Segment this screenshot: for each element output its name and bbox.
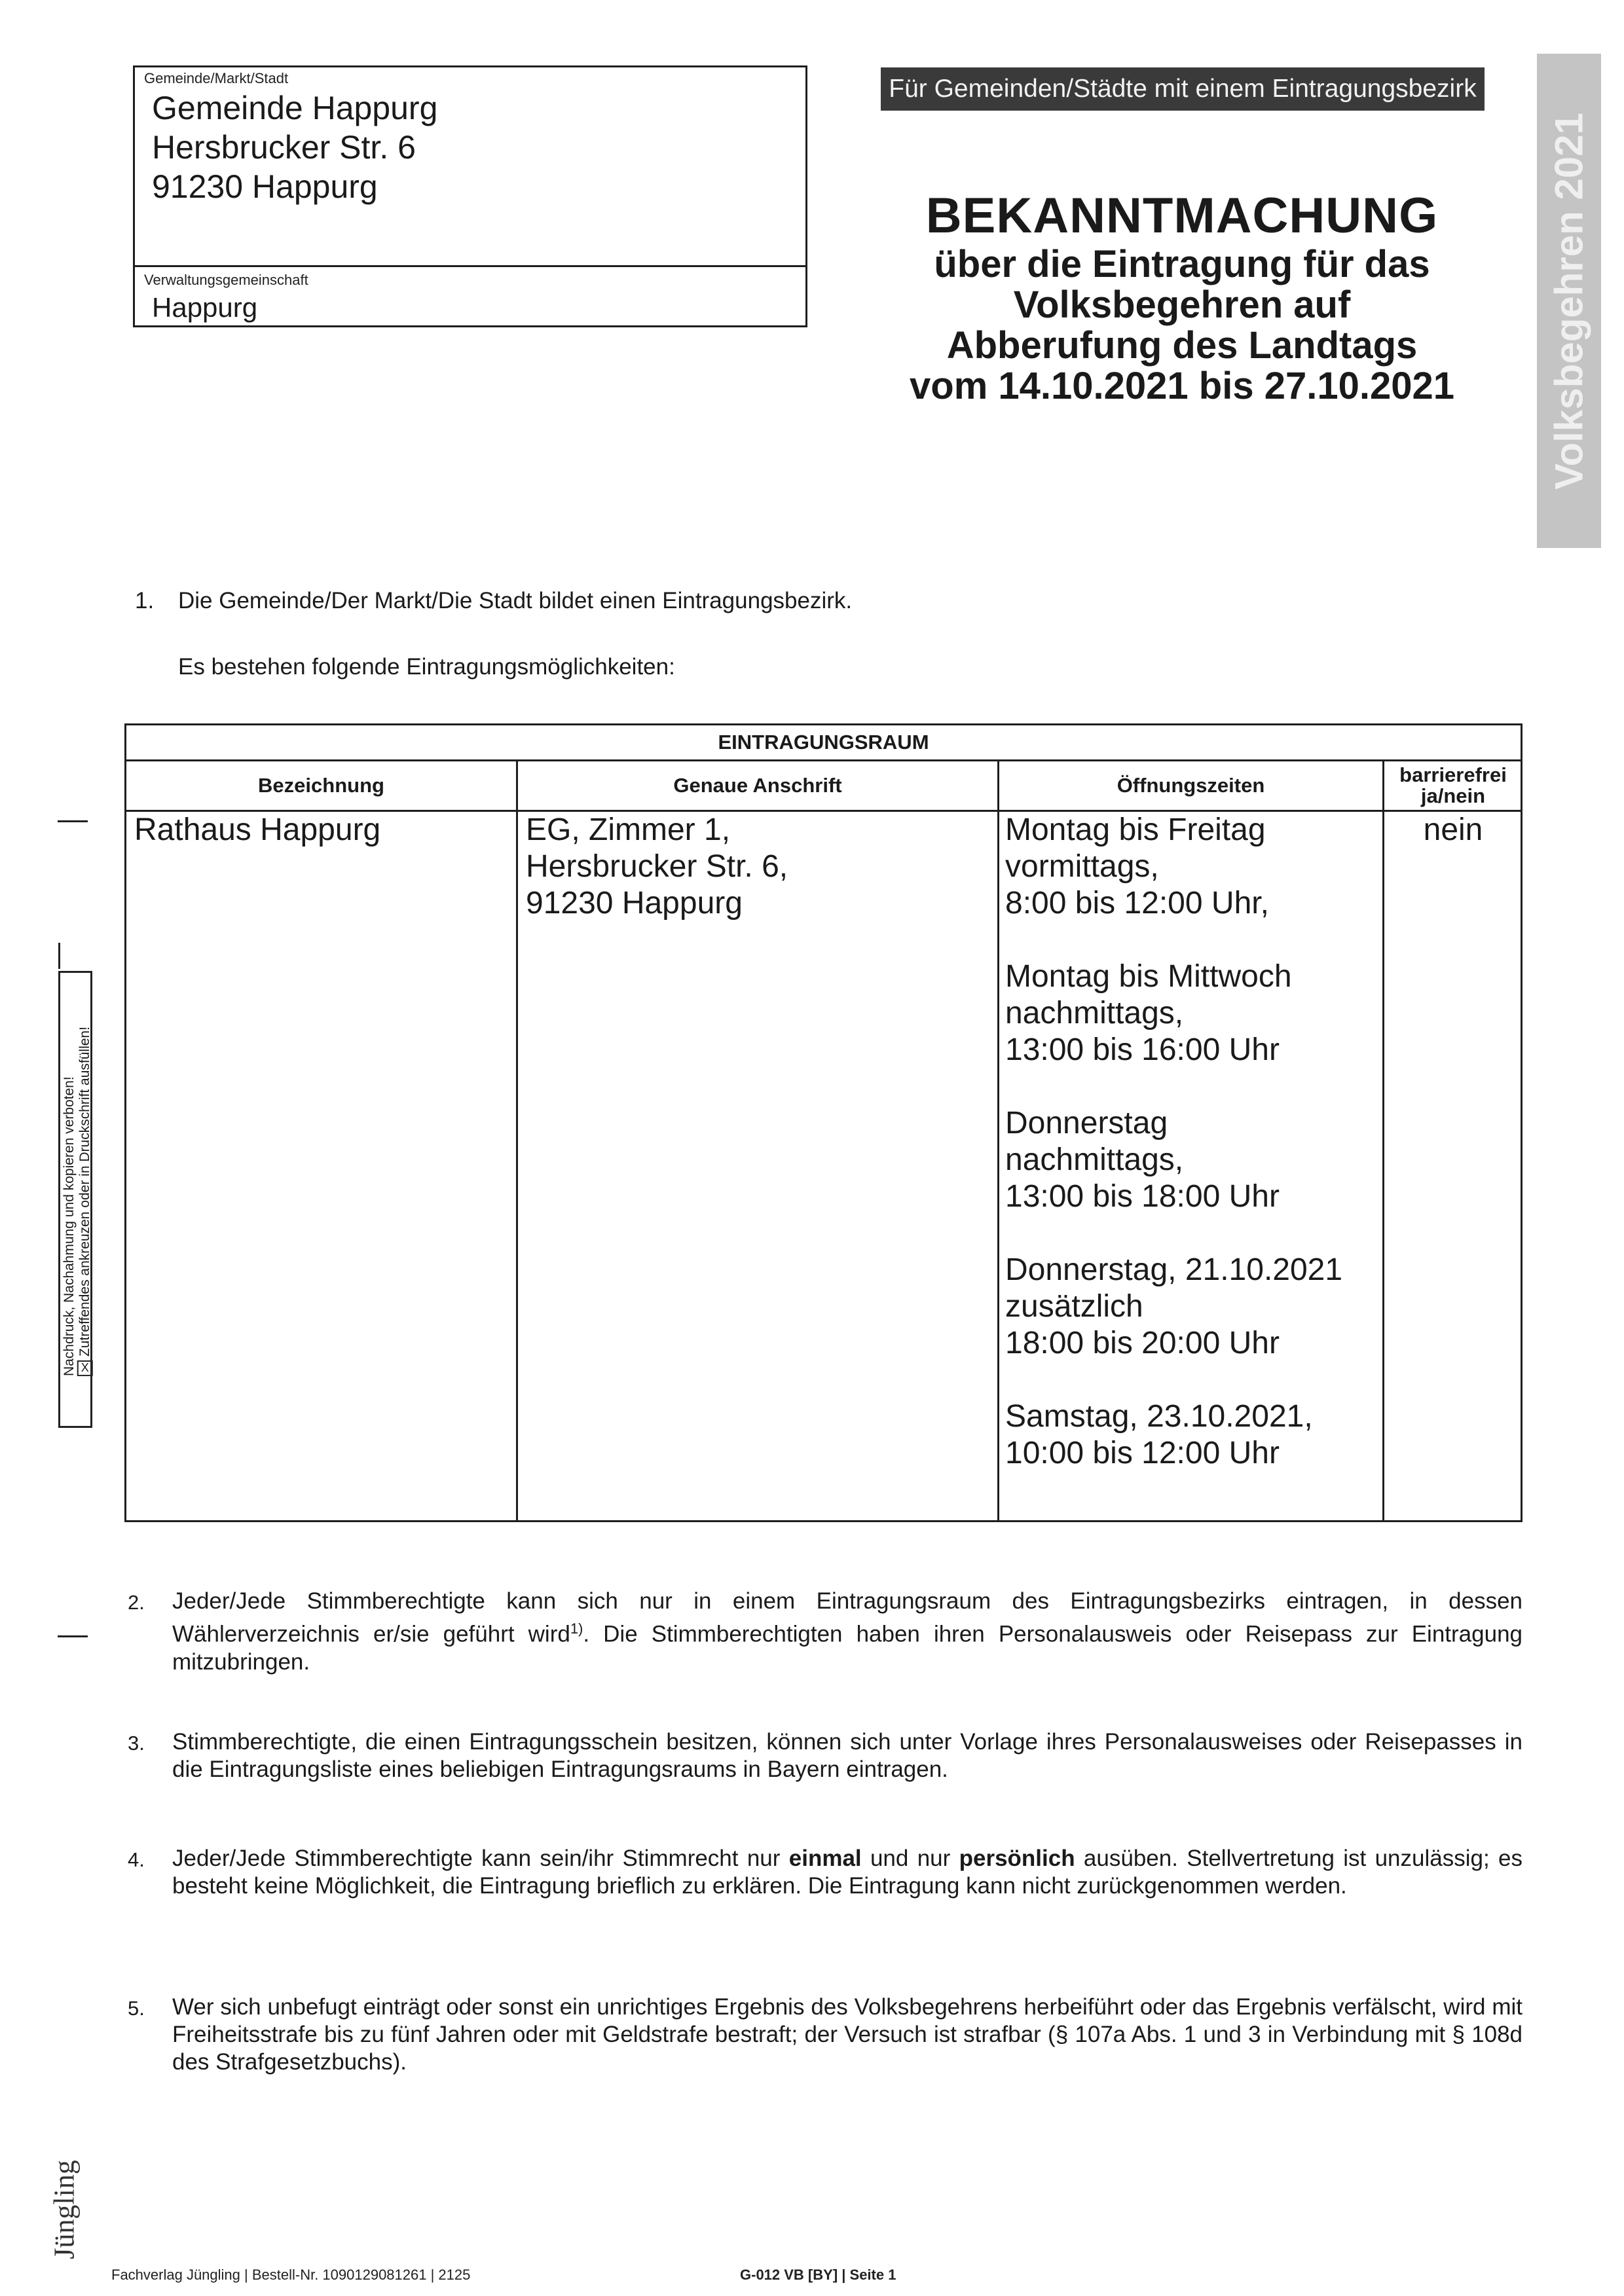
margin-note-line-1: Nachdruck, Nachahmung und kopieren verboten!: [61, 1076, 77, 1376]
paragraph-2-number: 2.: [128, 1591, 145, 1614]
title-line-1: über die Eintragung für das: [934, 243, 1430, 285]
table-column-divider: [997, 759, 999, 1520]
barrier-free-header-line-1: barrierefrei: [1399, 763, 1507, 786]
column-header-barrier-free: [1384, 761, 1522, 810]
paragraph-5-number: 5.: [128, 1997, 145, 2020]
margin-note-box: [58, 971, 92, 1428]
hours-line: Montag bis Mittwoch: [1005, 959, 1292, 994]
room-name: Rathaus Happurg: [134, 812, 381, 847]
fold-mark: [58, 1635, 88, 1637]
footer-publisher: Fachverlag Jüngling | Bestell-Nr. 1090129081261 | 2125: [111, 2267, 471, 2283]
fold-mark: [58, 820, 88, 822]
title-line-4: vom 14.10.2021 bis 27.10.2021: [910, 365, 1454, 407]
table-title: EINTRAGUNGSRAUM: [718, 731, 929, 754]
hours-block: [1005, 1398, 1342, 1472]
column-header-name: Bezeichnung: [258, 774, 384, 797]
emphasis-once: einmal: [788, 1846, 862, 1871]
column-header-address: Genaue Anschrift: [673, 774, 842, 797]
administrative-community-label: Verwaltungsgemeinschaft: [144, 272, 308, 288]
checkbox-checked-icon: X: [77, 1360, 93, 1376]
hours-block: [1005, 1105, 1342, 1215]
municipality-address-section: [135, 67, 805, 267]
hours-line: nachmittags,: [1005, 1142, 1184, 1177]
opening-hours: [1005, 812, 1342, 1508]
side-label-strip: [1537, 54, 1601, 548]
title-line-3: Abberufung des Landtags: [946, 324, 1418, 367]
paragraph-4-text-c: ausüben. Stellvertretung ist unzulässig; es besteht keine Möglichkeit, die Eintragung brieflich zu erklären. Die Eintragung kann nicht zurückgenommen werden.: [172, 1846, 1522, 1899]
paragraph-4: [172, 1845, 1522, 1900]
hours-line: 13:00 bis 16:00 Uhr: [1005, 1032, 1280, 1067]
hours-line: 10:00 bis 12:00 Uhr: [1005, 1436, 1280, 1470]
hours-block: [1005, 958, 1342, 1068]
side-label: Volksbegehren 2021: [1547, 113, 1591, 490]
paragraph-4-text-a: Jeder/Jede Stimmberechtigte kann sein/ihr Stimmrecht nur: [172, 1846, 789, 1871]
hours-line: nachmittags,: [1005, 996, 1184, 1030]
paragraph-2-text-b: . Die Stimmberechtigten haben ihren Personalausweis oder Reisepass zur Eintragung mitzubringen.: [172, 1621, 1522, 1675]
hours-line: Samstag, 23.10.2021,: [1005, 1399, 1313, 1434]
footnote-marker: 1): [570, 1620, 583, 1637]
paragraph-4-text-b: und nur: [861, 1846, 959, 1871]
hours-line: vormittags,: [1005, 849, 1159, 884]
logo-wordmark: Jüngling: [48, 2160, 81, 2259]
section-1-text: Die Gemeinde/Der Markt/Die Stadt bildet einen Eintragungsbezirk.: [178, 588, 853, 613]
hours-block: [1005, 1252, 1342, 1362]
table-column-divider: [516, 759, 518, 1520]
scope-banner: Für Gemeinden/Städte mit einem Eintragungsbezirk: [881, 67, 1485, 111]
title-line-2: Volksbegehren auf: [1013, 283, 1351, 326]
paragraph-5: Wer sich unbefugt einträgt oder sonst ein unrichtiges Ergebnis des Volksbegehrens herbeiführt oder das Ergebnis verfälscht, wird mit Freiheitsstrafe bis zu fünf Jahren oder mit Geldstrafe bestraft; der Versuch ist strafbar (§ 107a Abs. 1 und 3 in Verbindung mit § 108d des Strafgesetzbuchs).: [172, 1994, 1522, 2075]
paragraph-3-number: 3.: [128, 1732, 145, 1755]
registration-room-table: [124, 723, 1522, 1522]
municipality-name: Gemeinde Happurg: [152, 90, 438, 126]
municipality-box: [133, 65, 807, 327]
paragraph-4-number: 4.: [128, 1848, 145, 1871]
page-title: BEKANNTMACHUNG: [925, 188, 1439, 244]
paragraph-3: Stimmberechtigte, die einen Eintragungsschein besitzen, können sich unter Vorlage ihres Personalausweises oder Reisepasses in die Eintragungsliste eines beliebigen Eintragungsraums in Bayern eintragen.: [172, 1729, 1522, 1782]
table-column-divider: [1382, 759, 1384, 1520]
margin-note-line-2-row: [77, 1027, 93, 1376]
municipality-city: 91230 Happurg: [152, 168, 378, 205]
hours-line: 8:00 bis 12:00 Uhr,: [1005, 886, 1269, 920]
address-line: Hersbrucker Str. 6,: [526, 849, 788, 884]
address-line: 91230 Happurg: [526, 886, 743, 920]
margin-note-line-2: Zutreffendes ankreuzen oder in Druckschrift ausfüllen!: [77, 1027, 92, 1357]
section-1-subtext: Es bestehen folgende Eintragungsmöglichkeiten:: [178, 654, 675, 680]
margin-note: [62, 1027, 93, 1376]
room-address: [526, 812, 788, 922]
hours-line: Montag bis Freitag: [1005, 812, 1266, 847]
hours-line: Donnerstag: [1005, 1106, 1168, 1140]
emphasis-personally: persönlich: [959, 1846, 1075, 1871]
section-1-number: 1.: [135, 588, 155, 613]
paragraph-2-text-a: Jeder/Jede Stimmberechtigte kann sich nur in einem Eintragungsraum des Eintragungsbezirks eintragen, in dessen Wählerverzeichnis er/sie geführt wird: [172, 1588, 1522, 1647]
hours-line: Donnerstag, 21.10.2021: [1005, 1252, 1343, 1287]
hours-block: [1005, 812, 1342, 922]
barrier-free-header-line-2: ja/nein: [1420, 784, 1486, 807]
hours-line: zusätzlich: [1005, 1289, 1143, 1324]
paragraph-2: [172, 1588, 1522, 1676]
hours-line: 18:00 bis 20:00 Uhr: [1005, 1326, 1280, 1360]
publisher-logo: [45, 2141, 84, 2278]
column-header-hours: Öffnungszeiten: [1116, 774, 1265, 797]
barrier-free-value: nein: [1423, 812, 1483, 847]
municipality-street: Hersbrucker Str. 6: [152, 129, 416, 166]
hours-line: 13:00 bis 18:00 Uhr: [1005, 1179, 1280, 1214]
footer-form-id: G-012 VB [BY] | Seite 1: [740, 2267, 896, 2283]
municipality-label: Gemeinde/Markt/Stadt: [144, 70, 289, 86]
address-line: EG, Zimmer 1,: [526, 812, 731, 847]
administrative-community-value: Happurg: [152, 292, 258, 323]
margin-bar: [58, 943, 60, 969]
